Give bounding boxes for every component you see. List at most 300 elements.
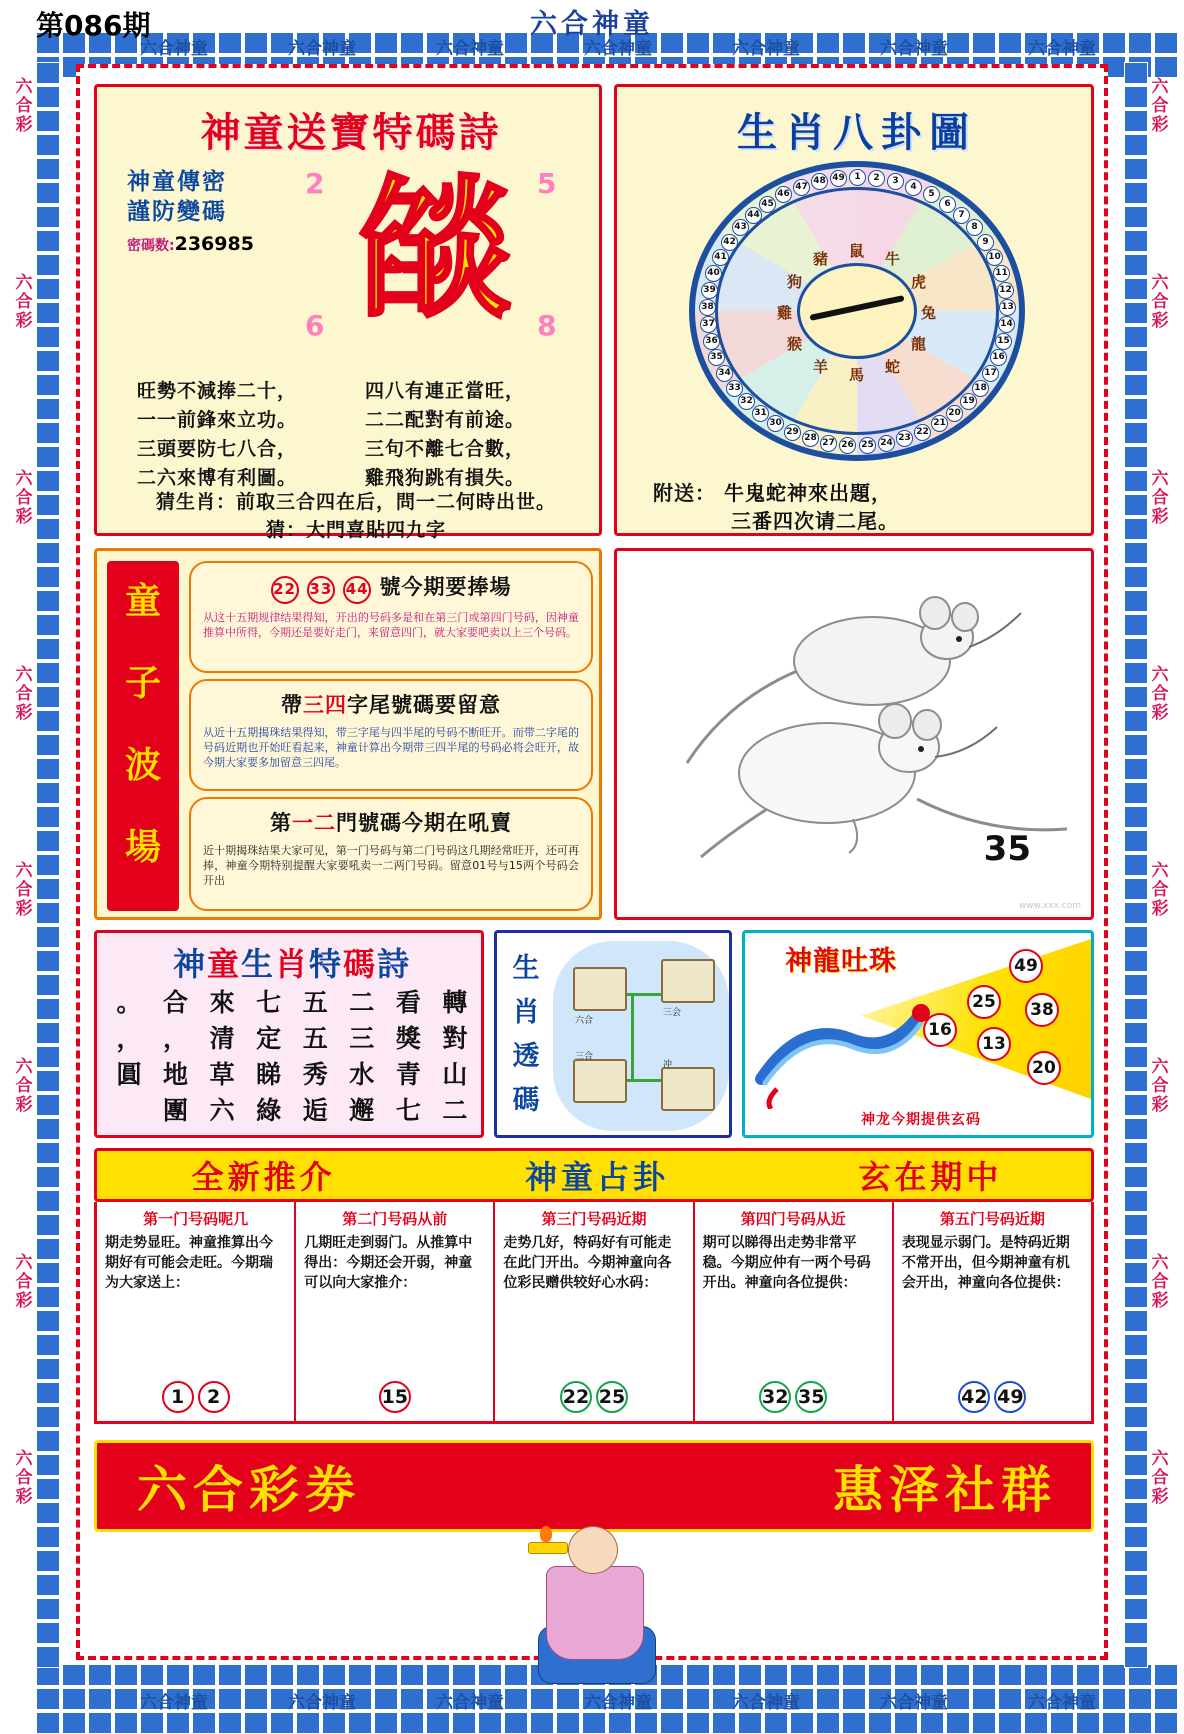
brick [1076, 1712, 1100, 1734]
brick [348, 1664, 372, 1686]
bagua-note-line2: 三番四次请二尾。 [731, 509, 899, 533]
wheel-number-dot: 17 [982, 365, 999, 382]
forecast-numbers [894, 1381, 1091, 1413]
poem-char: 二 [349, 988, 375, 1017]
forecast-numbers [695, 1381, 892, 1413]
issue-number: 第086期 [36, 9, 151, 42]
poem-column [433, 985, 477, 1131]
brick [400, 1712, 424, 1734]
brick [1124, 830, 1148, 852]
brick [36, 590, 60, 612]
brick [36, 998, 60, 1020]
zodiac-poem-card [94, 930, 484, 1138]
wheel-number-dot: 11 [993, 265, 1010, 282]
wheel-number-dot: 7 [953, 207, 970, 224]
forecast-ball: 22 [560, 1381, 592, 1413]
brick [36, 398, 60, 420]
brick [712, 1712, 736, 1734]
dragon-ball-4: 16 [923, 1013, 957, 1047]
zodiac-poem-grid [107, 985, 477, 1131]
mouse-number: 35 [983, 829, 1031, 869]
brick [556, 1712, 580, 1734]
wheel-number-dot: 48 [811, 173, 828, 190]
brick [1124, 1166, 1148, 1188]
brick [36, 1190, 60, 1212]
wheel-number-dot: 2 [868, 170, 885, 187]
animal-box-3 [573, 1059, 627, 1103]
brick [36, 1574, 60, 1596]
brick [36, 614, 60, 636]
brick [1124, 974, 1148, 996]
brick [1124, 1550, 1148, 1572]
forecast-ball: 35 [795, 1381, 827, 1413]
wheel-number-dot: 46 [775, 186, 792, 203]
forecast-ball: 15 [379, 1381, 411, 1413]
brick [88, 1688, 112, 1710]
brick [36, 1118, 60, 1140]
poem-column [154, 985, 198, 1131]
brick [1102, 1664, 1126, 1686]
wheel-number-dot: 10 [986, 249, 1003, 266]
zodiac-label: 猴 [787, 335, 803, 353]
side-text-left: 六 合 彩 [15, 469, 33, 527]
brick [868, 1664, 892, 1686]
brick [1154, 1688, 1178, 1710]
tip-body-3: 近十期揭珠结果大家可见，第一门号码与第二门号码这几期经常旺开，还可再捧，神童今期特别提醒大家要吼卖一二两门号码。留意01号与15两个号码会开出 [203, 844, 579, 887]
brick [478, 1712, 502, 1734]
zodiac-poem-title [97, 939, 487, 985]
brick [36, 734, 60, 756]
brick [62, 1688, 86, 1710]
brick [36, 1622, 60, 1644]
poem-column [107, 985, 151, 1131]
tip2-suffix: 字尾號碼要留意 [347, 693, 501, 717]
brick [1102, 1712, 1126, 1734]
side-text-right: 六 合 彩 [1151, 1449, 1169, 1507]
dragon-ball-6: 20 [1027, 1051, 1061, 1085]
brick [426, 1712, 450, 1734]
poem-code [127, 233, 254, 255]
tip-body-1: 从这十五期规律结果得知，开出的号码多是和在第三门或第四门号码，因神童推算中所得，今期还是要好走门，来留意四门，就大家要吧卖以上三个号码。 [203, 611, 579, 639]
brick [816, 1688, 840, 1710]
poem-char: 七 [256, 988, 282, 1017]
brick [1124, 806, 1148, 828]
poem-char: 山 [442, 1060, 468, 1089]
poem-column [340, 985, 384, 1131]
brick [114, 1664, 138, 1686]
poem-column [247, 985, 291, 1131]
poem-char: 地 [163, 1060, 189, 1089]
brick [1124, 638, 1148, 660]
wheel-number-dot: 24 [878, 435, 895, 452]
strip-char-2: 子 [124, 663, 161, 704]
wheel-number-dot: 37 [700, 316, 717, 333]
bottom-repeat-text: 六合神童 [584, 1693, 652, 1713]
brick [686, 1688, 710, 1710]
tip-head-3 [191, 807, 591, 837]
brick [998, 1664, 1022, 1686]
forecast-body: 表现显示弱门。是特码近期不常开出，但今期神童有机会开出，神童向各位提供： [901, 1235, 1070, 1291]
brick [1124, 1622, 1148, 1644]
wheel-number-dot: 9 [977, 234, 994, 251]
brick [36, 950, 60, 972]
poem-char: 對 [442, 1024, 468, 1053]
poem-char: 圓 [116, 1060, 142, 1089]
brick [218, 1688, 242, 1710]
brick [1154, 1712, 1178, 1734]
poem-char: 草 [209, 1060, 235, 1089]
top-repeat-text: 六合神童 [880, 39, 948, 59]
brick [36, 446, 60, 468]
forecast-column [695, 1202, 894, 1421]
poem-char: 逅 [302, 1096, 328, 1125]
brick [1124, 782, 1148, 804]
poem-char: 六 [209, 1096, 235, 1125]
brick [140, 1664, 164, 1686]
brick [270, 1712, 294, 1734]
brick [452, 1664, 476, 1686]
brick [192, 1712, 216, 1734]
brick [1124, 926, 1148, 948]
brick [790, 1664, 814, 1686]
brick [1124, 1598, 1148, 1620]
forecast-numbers [495, 1381, 692, 1413]
wheel-number-dot: 3 [887, 173, 904, 190]
brick [36, 1550, 60, 1572]
brick [36, 182, 60, 204]
zodiac-label: 牛 [885, 250, 901, 268]
forecast-numbers [296, 1381, 493, 1413]
poem-char: 三 [349, 1024, 375, 1053]
animal-box-4 [661, 1067, 715, 1111]
forecast-head: 第五门号码近期 [939, 1210, 1045, 1228]
forecast-ball: 2 [198, 1381, 230, 1413]
dragon-card [742, 930, 1094, 1138]
brick [36, 542, 60, 564]
poem-char: ， [163, 1024, 189, 1053]
wheel-number-dot: 36 [703, 333, 720, 350]
forecast-ball: 32 [759, 1381, 791, 1413]
tip3-red: 一二 [292, 811, 336, 835]
top-repeat-text: 六合神童 [288, 39, 356, 59]
wheel-number-dot: 5 [923, 186, 940, 203]
brick [1124, 134, 1148, 156]
tip-body-2: 从近十五期揭珠结果得知，带三字尾与四半尾的号码不断旺开。而带二字尾的号码近期也开始旺看起来，神童计算出今期带三四半尾的号码必将会旺开，故今期大家要多加留意三四尾。 [203, 726, 579, 769]
brick [400, 1688, 424, 1710]
zp-char-2: 童 [206, 945, 241, 983]
brick [244, 1688, 268, 1710]
poem-column [293, 985, 337, 1131]
forecast-body: 期可以睇得出走势非常平稳。今期应仲有一两个号码开出。神童向各位提供： [702, 1235, 871, 1291]
poem-char: 睇 [256, 1060, 282, 1089]
top-repeat-text: 六合神童 [584, 39, 652, 59]
animal-box-1 [573, 967, 627, 1011]
banner-center: 神童占卦 [524, 1158, 669, 1196]
brick [894, 1712, 918, 1734]
verse-right: 四八有連正當旺， 二二配對有前途。 三句不離七合數， 雞飛狗跳有損失。 [365, 380, 526, 489]
wheel-number-dot: 41 [712, 249, 729, 266]
corner-number-4: 8 [537, 309, 557, 342]
watermark: www.xxx.com [1018, 901, 1081, 911]
wheel-number-dot: 4 [905, 179, 922, 196]
poem-char: 來 [209, 988, 235, 1017]
brick [1124, 1646, 1148, 1668]
strip-char-3: 波 [124, 745, 161, 786]
tip-box-1 [189, 561, 593, 673]
brick [192, 1664, 216, 1686]
brick [36, 1430, 60, 1452]
boy-head [568, 1526, 618, 1574]
side-text-left: 六 合 彩 [15, 861, 33, 919]
brick [1124, 374, 1148, 396]
brick [322, 1664, 346, 1686]
zodiac-label: 狗 [787, 273, 803, 291]
zodiac-label: 龍 [911, 335, 927, 353]
brick [36, 1646, 60, 1668]
side-text-right: 六 合 彩 [1151, 273, 1169, 331]
zodiac-label: 羊 [813, 358, 829, 376]
brick [1128, 1688, 1152, 1710]
wheel-number-dot: 18 [972, 380, 989, 397]
wheel-number-dot: 19 [960, 393, 977, 410]
forecast-ball: 1 [162, 1381, 194, 1413]
brick [36, 638, 60, 660]
brick [36, 374, 60, 396]
dragon-ball-3: 38 [1025, 993, 1059, 1027]
wheel-number-dot: 32 [738, 393, 755, 410]
strip-char-1: 童 [124, 581, 161, 622]
forecast-head: 第四门号码从近 [740, 1210, 846, 1228]
wheel-number-dot: 6 [939, 196, 956, 213]
side-text-left: 六 合 彩 [15, 665, 33, 723]
brick [36, 566, 60, 588]
big-character: 燄 [359, 161, 511, 338]
banner-left: 全新推介 [191, 1158, 336, 1196]
tongzi-card [94, 548, 602, 920]
wheel-number-dot: 15 [995, 333, 1012, 350]
brick [998, 1688, 1022, 1710]
brick [530, 1712, 554, 1734]
brick [36, 974, 60, 996]
wheel-number-dot: 28 [802, 430, 819, 447]
poem-code-label: 密碼数: [127, 238, 175, 254]
brick [218, 1712, 242, 1734]
poem-char: 綠 [256, 1096, 282, 1125]
zp-char-5: 特 [309, 945, 344, 983]
wheel-number-dot: 47 [793, 179, 810, 196]
wheel-number-dot: 42 [721, 234, 738, 251]
brick [816, 1664, 840, 1686]
wheel-number-dot: 12 [997, 282, 1014, 299]
brick [764, 1664, 788, 1686]
brick [868, 1712, 892, 1734]
side-text-right: 六 合 彩 [1151, 1057, 1169, 1115]
poem-char: 二 [442, 1096, 468, 1125]
forecast-head: 第一门号码呢几 [143, 1210, 249, 1228]
brick [348, 1712, 372, 1734]
brick [1124, 950, 1148, 972]
brick [1124, 998, 1148, 1020]
brick [1124, 1142, 1148, 1164]
poem-column [386, 985, 430, 1131]
forecast-head: 第三门号码近期 [541, 1210, 647, 1228]
poem-column [200, 985, 244, 1131]
brick [1124, 734, 1148, 756]
wheel-number-dot: 35 [708, 349, 725, 366]
bottom-repeat-text: 六合神童 [732, 1693, 800, 1713]
brick [36, 1382, 60, 1404]
brick [36, 206, 60, 228]
brick [296, 1712, 320, 1734]
brick [1124, 1574, 1148, 1596]
brick [1124, 758, 1148, 780]
brick [1124, 230, 1148, 252]
tip3-prefix: 第 [270, 811, 292, 835]
wheel-number-dot: 34 [716, 365, 733, 382]
brick [244, 1712, 268, 1734]
flame-icon [540, 1526, 552, 1542]
brick [270, 1664, 294, 1686]
brick [36, 782, 60, 804]
brick [296, 1664, 320, 1686]
brick [62, 1712, 86, 1734]
forecast-body: 走势几好，特码好有可能走在此门开出。今期神童向各位彩民赠供较好心水码： [503, 1235, 672, 1291]
dragon-illustration [751, 979, 941, 1109]
brick [1124, 446, 1148, 468]
decode-label-1: 六合 [575, 1016, 594, 1026]
guess-line-2: 猜：大門喜貼四九字 [265, 519, 446, 541]
brick [1124, 1406, 1148, 1428]
brick [1050, 1712, 1074, 1734]
brick [686, 1664, 710, 1686]
forecast-columns [94, 1202, 1094, 1424]
wheel-number-dot: 40 [705, 265, 722, 282]
zodiac-label: 豬 [813, 250, 829, 268]
brick [166, 1664, 190, 1686]
brick [1124, 1214, 1148, 1236]
bottom-banner-left: 六合彩劵 [137, 1461, 361, 1519]
boy-tray [528, 1542, 568, 1554]
brick [62, 1664, 86, 1686]
brick [1124, 590, 1148, 612]
tip-head-2 [191, 689, 591, 719]
wheel-number-dot: 22 [914, 424, 931, 441]
zodiac-label: 蛇 [885, 358, 901, 376]
poem-char: 團 [163, 1096, 189, 1125]
forecast-ball: 42 [958, 1381, 990, 1413]
bagua-note [653, 479, 1063, 535]
forecast-column [894, 1202, 1091, 1421]
brick [244, 1664, 268, 1686]
brick [1024, 1712, 1048, 1734]
side-text-left: 六 合 彩 [15, 1253, 33, 1311]
poem-char: ， [116, 1024, 142, 1053]
zodiac-label: 雞 [777, 304, 793, 322]
bagua-card [614, 84, 1094, 536]
top-repeat-text: 六合神童 [436, 39, 504, 59]
brick [582, 1712, 606, 1734]
tip2-red: 三四 [303, 693, 347, 717]
decode-label-2: 三会 [663, 1008, 682, 1018]
brick [88, 1664, 112, 1686]
wheel-number-dot: 26 [839, 437, 856, 454]
wheel-number-dot: 45 [759, 196, 776, 213]
brick [36, 830, 60, 852]
zodiac-label: 馬 [849, 366, 865, 384]
brick [608, 1712, 632, 1734]
wheel-number-dot: 38 [699, 299, 716, 316]
poem-char: 五 [302, 988, 328, 1017]
brick [1154, 1664, 1178, 1686]
zodiac-wheel [671, 157, 1043, 467]
top-repeat-text: 六合神童 [1028, 39, 1096, 59]
bottom-repeat-text: 六合神童 [1028, 1693, 1096, 1713]
wheel-number-dot: 14 [998, 316, 1015, 333]
brick [920, 1664, 944, 1686]
brick [114, 1712, 138, 1734]
poem-char: 七 [395, 1096, 421, 1125]
boy-figure [520, 1490, 670, 1690]
brick [88, 1712, 112, 1734]
brick [920, 1712, 944, 1734]
brick [36, 230, 60, 252]
wheel-number-dot: 1 [849, 169, 866, 186]
wheel-number-dot: 27 [820, 435, 837, 452]
brick [114, 1688, 138, 1710]
zodiac-decode-title: 生 肖 透 碼 [512, 953, 540, 1116]
dragon-ball-2: 25 [967, 985, 1001, 1019]
poem-char: 獎 [395, 1024, 421, 1053]
bottom-repeat-text: 六合神童 [880, 1693, 948, 1713]
forecast-body: 期走势显旺。神童推算出今期好有可能会走旺。今期瑞为大家送上： [105, 1235, 273, 1291]
brick [1124, 1382, 1148, 1404]
zodiac-decode-card [494, 930, 732, 1138]
brick [400, 1664, 424, 1686]
brick [1124, 422, 1148, 444]
brick [1128, 1712, 1152, 1734]
brick [1124, 1022, 1148, 1044]
brick [738, 1712, 762, 1734]
side-text-right: 六 合 彩 [1151, 861, 1169, 919]
brick [36, 1310, 60, 1332]
wheel-number-dot: 29 [784, 424, 801, 441]
brick [1154, 56, 1178, 78]
brick [36, 1712, 60, 1734]
animal-box-2 [661, 959, 715, 1003]
brick [634, 1712, 658, 1734]
zodiac-label: 虎 [911, 273, 927, 291]
brick [1124, 254, 1148, 276]
wheel-number-dot: 23 [896, 430, 913, 447]
side-text-right: 六 合 彩 [1151, 77, 1169, 135]
side-text-right: 六 合 彩 [1151, 665, 1169, 723]
brick [842, 1664, 866, 1686]
tip1-num-2: 33 [307, 576, 335, 604]
brick [426, 1664, 450, 1686]
zp-char-3: 生 [240, 945, 275, 983]
bagua-note-label: 附送： [653, 481, 716, 505]
brick [894, 1664, 918, 1686]
tip-box-2 [189, 679, 593, 791]
side-text-left: 六 合 彩 [15, 1057, 33, 1115]
brick [972, 1712, 996, 1734]
brick [946, 1712, 970, 1734]
brick [660, 1712, 684, 1734]
brick [972, 1688, 996, 1710]
decode-label-3: 三合 [575, 1052, 594, 1062]
brick [36, 1022, 60, 1044]
brick [946, 1664, 970, 1686]
